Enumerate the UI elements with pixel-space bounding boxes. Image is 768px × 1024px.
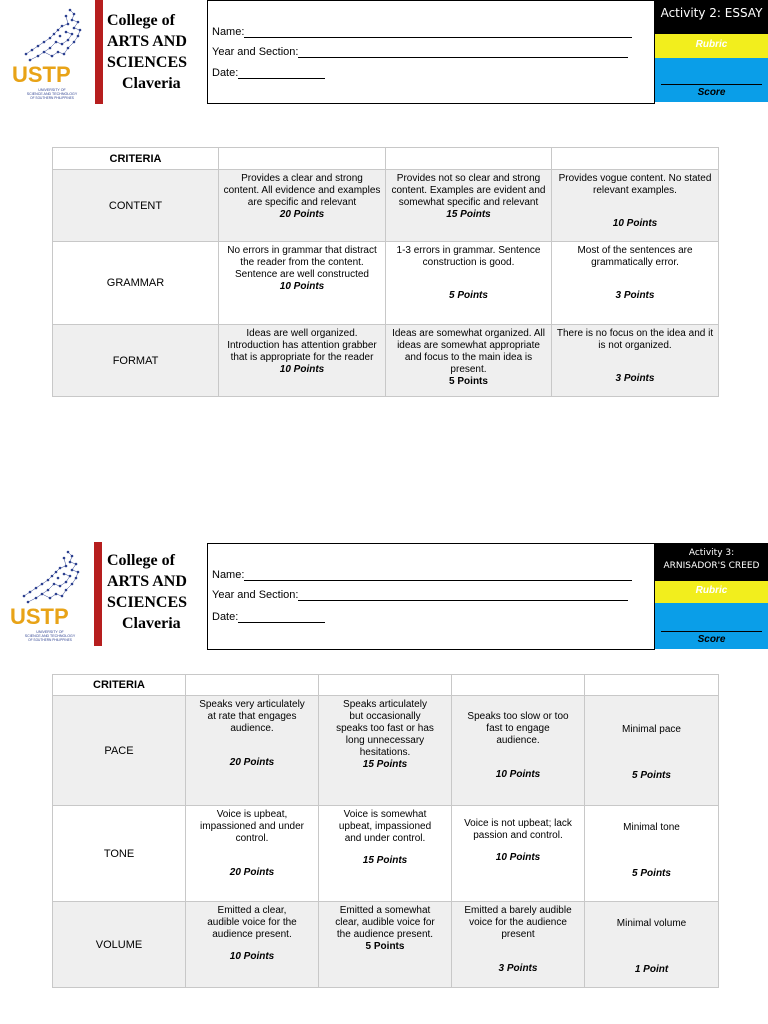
- cell-description: 1-3 errors in grammar. Sentence construction is good.: [396, 245, 541, 268]
- score-input-line[interactable]: [661, 84, 762, 85]
- rubric-cell: [319, 696, 452, 806]
- rubric-cell: [186, 696, 319, 806]
- rubric-cell: [386, 170, 552, 242]
- table-row: [53, 696, 719, 806]
- cell-description: Provides not so clear and strong content. Examples are evident and somewhat specific and relevant: [391, 173, 546, 208]
- rubric-label: Rubric: [695, 585, 728, 596]
- table-row: [53, 902, 719, 988]
- header-empty-cell: [319, 675, 452, 696]
- header-empty-cell: [386, 148, 552, 170]
- essay-rubric-table: [52, 147, 719, 397]
- rubric-cell: [552, 170, 719, 242]
- cell-description: Minimal pace: [622, 724, 681, 735]
- year-section-row: [212, 46, 628, 58]
- college-name: [107, 550, 187, 634]
- cell-points: 10 Points: [279, 281, 325, 292]
- cell-description: Voice is somewhat upbeat, impassioned and under control.: [338, 809, 432, 844]
- cell-points: 5 Points: [449, 290, 488, 301]
- rubric-cell: [585, 696, 719, 806]
- rubric-cell: [386, 242, 552, 325]
- cell-description: Minimal tone: [623, 822, 680, 833]
- date-input-line[interactable]: [238, 68, 325, 79]
- year-section-label: Year and Section:: [212, 589, 299, 601]
- activity-title-line-1: Activity 3:: [688, 548, 735, 558]
- ustp-logo: [10, 4, 95, 102]
- cell-points: 20 Points: [279, 209, 325, 220]
- cell-description: Provides vogue content. No stated relevant examples.: [558, 173, 712, 196]
- year-section-label: Year and Section:: [212, 46, 299, 58]
- year-section-input-line[interactable]: [298, 47, 628, 58]
- rubric-cell: [219, 242, 386, 325]
- cell-description: Speaks very articulately at rate that engages audience.: [199, 699, 305, 734]
- cell-points: 10 Points: [279, 364, 325, 375]
- college-line-3: SCIENCES: [107, 594, 188, 611]
- header-empty-cell: [452, 675, 585, 696]
- rubric-cell: [219, 170, 386, 242]
- rubric-cell: [552, 242, 719, 325]
- score-label: Score: [697, 87, 726, 98]
- svg-text:SCIENCE AND TECHNOLOGY: SCIENCE AND TECHNOLOGY: [24, 634, 76, 638]
- cell-points: 10 Points: [495, 769, 541, 780]
- rubric-cell: [585, 902, 719, 988]
- score-box: [655, 603, 768, 649]
- score-input-line[interactable]: [661, 631, 762, 632]
- header-red-bar: [94, 542, 102, 646]
- table-row: [53, 242, 719, 325]
- criterion-label: TONE: [53, 806, 186, 902]
- rubric-cell: [319, 902, 452, 988]
- cell-points: 20 Points: [229, 757, 275, 768]
- cell-description: Ideas are well organized. Introduction has attention grabber that is appropriate for the reader: [227, 328, 377, 363]
- cell-description: Speaks articulately but occasionally speaks too fast or has long unnecessary hesitations.: [336, 699, 434, 758]
- cell-points: 3 Points: [615, 373, 655, 384]
- rubric-cell: [452, 902, 585, 988]
- cell-description: Ideas are somewhat organized. All ideas are somewhat appropriate and focus to the main idea is present.: [392, 328, 545, 375]
- table-row: [53, 325, 719, 397]
- cell-points: 20 Points: [229, 867, 275, 878]
- rubric-label-box: [655, 581, 768, 603]
- cell-description: Emitted a barely audible voice for the audience present: [464, 905, 572, 940]
- criterion-label: VOLUME: [53, 902, 186, 988]
- ustp-logo: [8, 546, 93, 644]
- header-red-bar: [95, 0, 103, 104]
- activity-title-box: [655, 543, 768, 581]
- header-empty-cell: [585, 675, 719, 696]
- criteria-header: CRITERIA: [53, 148, 219, 170]
- cell-description: Voice is upbeat, impassioned and under control.: [200, 809, 304, 844]
- date-row: [212, 67, 325, 79]
- cell-points: 15 Points: [362, 759, 408, 770]
- cell-points: 10 Points: [229, 951, 275, 962]
- cell-points: 15 Points: [446, 209, 491, 220]
- student-info-box: [207, 0, 655, 104]
- rubric-cell: [186, 902, 319, 988]
- svg-text:UNIVERSITY OF: UNIVERSITY OF: [36, 630, 64, 634]
- cell-description: Speaks too slow or too fast to engage audience.: [467, 711, 569, 746]
- header-empty-cell: [219, 148, 386, 170]
- campus-name: Claveria: [122, 75, 181, 92]
- cell-points: 1 Point: [634, 964, 669, 975]
- college-line-1: College of: [107, 12, 175, 29]
- svg-text:SCIENCE AND TECHNOLOGY: SCIENCE AND TECHNOLOGY: [26, 92, 78, 96]
- activity-title: Activity 2: ESSAY: [660, 6, 763, 20]
- creed-rubric-table: [52, 674, 719, 988]
- score-box: [655, 58, 768, 102]
- campus-name: Claveria: [122, 615, 181, 632]
- rubric-cell: [319, 806, 452, 902]
- table-row: [53, 806, 719, 902]
- rubric-cell: [585, 806, 719, 902]
- cell-points: 10 Points: [495, 852, 541, 863]
- cell-description: Emitted a somewhat clear, audible voice for the audience present.: [335, 905, 435, 940]
- year-section-input-line[interactable]: [298, 590, 628, 601]
- criteria-header: CRITERIA: [53, 675, 186, 696]
- date-label: Date:: [212, 67, 239, 79]
- cell-description: Minimal volume: [616, 918, 687, 929]
- rubric-cell: [386, 325, 552, 397]
- table-row: [53, 170, 719, 242]
- rubric-cell: [452, 806, 585, 902]
- criterion-label: GRAMMAR: [53, 242, 219, 325]
- header-empty-cell: [552, 148, 719, 170]
- college-line-2: ARTS AND: [107, 573, 187, 590]
- rubric-cell: [186, 806, 319, 902]
- rubric-cell: [219, 325, 386, 397]
- name-label: Name:: [212, 26, 245, 38]
- cell-points: 3 Points: [615, 290, 655, 301]
- svg-text:OF SOUTHERN PHILIPPINES: OF SOUTHERN PHILIPPINES: [28, 638, 72, 642]
- cell-description: Voice is not upbeat; lack passion and control.: [464, 818, 572, 841]
- svg-text:OF SOUTHERN PHILIPPINES: OF SOUTHERN PHILIPPINES: [30, 96, 74, 100]
- cell-points: 5 Points: [365, 941, 405, 952]
- score-label: Score: [697, 634, 726, 645]
- header-empty-cell: [186, 675, 319, 696]
- college-name: [107, 10, 187, 94]
- cell-description: Provides a clear and strong content. All evidence and examples are specific and relevant: [223, 173, 381, 208]
- student-info-box: [207, 543, 655, 650]
- date-row: [212, 611, 325, 623]
- criterion-label: CONTENT: [53, 170, 219, 242]
- date-label: Date:: [212, 611, 239, 623]
- college-line-2: ARTS AND: [107, 33, 187, 50]
- cell-description: Emitted a clear, audible voice for the audience present.: [207, 905, 297, 940]
- name-input-line[interactable]: [244, 27, 632, 38]
- name-input-line[interactable]: [244, 570, 632, 581]
- cell-points: 5 Points: [449, 376, 488, 387]
- college-line-3: SCIENCES: [107, 54, 188, 71]
- cell-points: 10 Points: [612, 218, 658, 229]
- ustp-logo-graphic: [10, 4, 95, 102]
- cell-points: 3 Points: [498, 963, 538, 974]
- ustp-logo-graphic: [8, 546, 93, 644]
- criterion-label: PACE: [53, 696, 186, 806]
- cell-points: 15 Points: [362, 855, 408, 866]
- rubric-label-box: [655, 34, 768, 58]
- rubric-label: Rubric: [695, 39, 728, 50]
- year-section-row: [212, 589, 628, 601]
- name-row: [212, 569, 632, 581]
- logo-wordmark: USTP: [12, 62, 71, 87]
- cell-description: Most of the sentences are grammatically error.: [577, 245, 693, 268]
- cell-description: No errors in grammar that distract the reader from the content. Sentence are well constructed: [227, 245, 377, 280]
- name-label: Name:: [212, 569, 245, 581]
- date-input-line[interactable]: [238, 612, 325, 623]
- rubric-cell: [552, 325, 719, 397]
- rubric-cell: [452, 696, 585, 806]
- cell-points: 5 Points: [632, 770, 671, 781]
- activity-title-line-2: ARNISADOR'S CREED: [663, 561, 760, 571]
- college-line-1: College of: [107, 552, 175, 569]
- cell-description: There is no focus on the idea and it is not organized.: [556, 328, 714, 351]
- logo-wordmark: USTP: [10, 604, 69, 629]
- svg-text:UNIVERSITY OF: UNIVERSITY OF: [38, 88, 66, 92]
- table-header-row: [53, 675, 719, 696]
- activity-title-box: [655, 0, 768, 34]
- cell-points: 5 Points: [632, 868, 671, 879]
- name-row: [212, 26, 632, 38]
- table-header-row: [53, 148, 719, 170]
- criterion-label: FORMAT: [53, 325, 219, 397]
